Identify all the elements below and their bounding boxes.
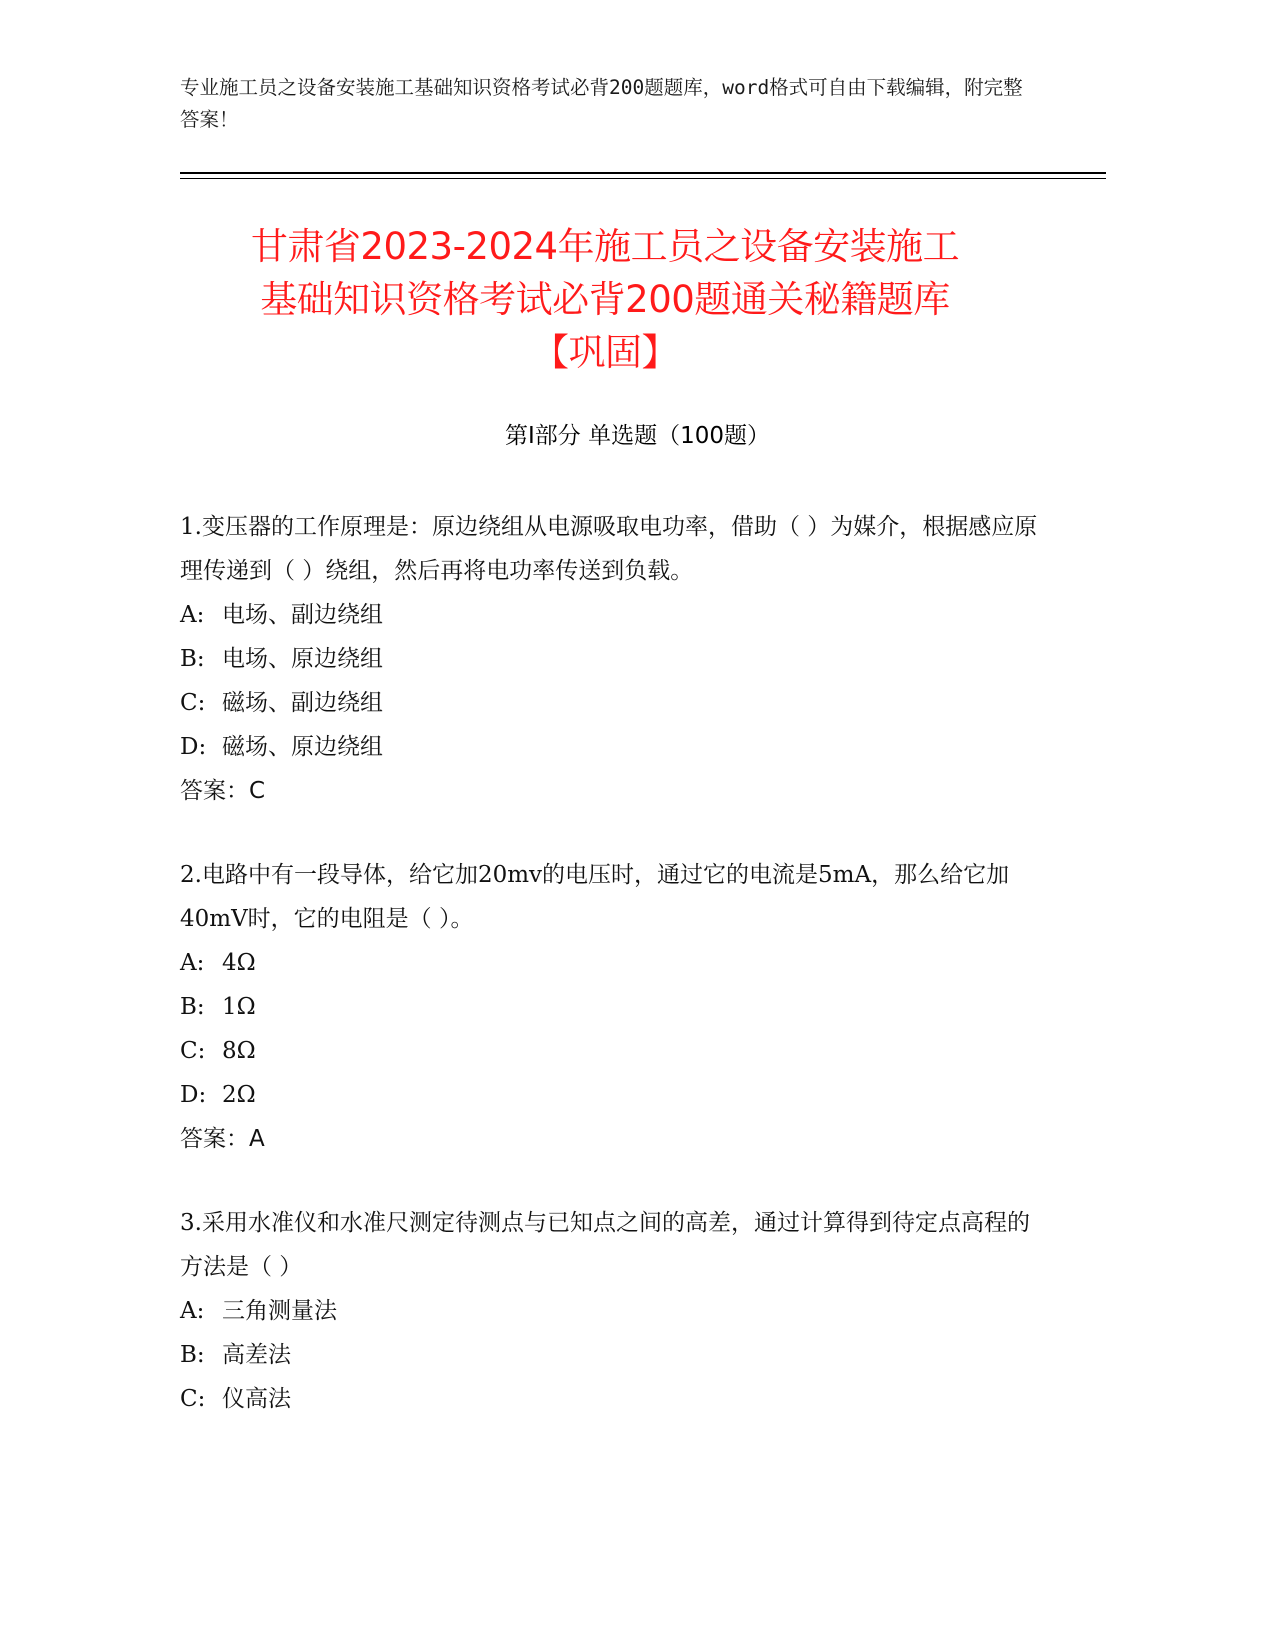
answer: 答案：C: [180, 778, 266, 804]
option-letter: B:: [180, 994, 205, 1020]
option-text: 磁场、副边绕组: [222, 690, 383, 716]
option-text: 高差法: [222, 1342, 291, 1368]
question-list: [180, 505, 1040, 1461]
option-letter: D:: [180, 1082, 207, 1108]
title-line: 基础知识资格考试必背200题通关秘籍题库: [260, 278, 950, 321]
option-d: [180, 1073, 1040, 1117]
option-letter: C:: [180, 1038, 206, 1064]
question-stem: 1.变压器的工作原理是：原边绕组从电源吸取电功率，借助（ ）为媒介，根据感应原理传递到（ ）绕组，然后再将电功率传送到负载。: [180, 514, 1038, 584]
option-text: 电场、副边绕组: [222, 602, 383, 628]
option-c: [180, 1029, 1040, 1073]
option-letter: A:: [180, 950, 205, 976]
option-letter: A:: [180, 602, 205, 628]
header-divider-thin: [180, 178, 1106, 179]
option-text: 三角测量法: [222, 1298, 337, 1324]
option-letter: B:: [180, 1342, 205, 1368]
option-text: 电场、原边绕组: [222, 646, 383, 672]
option-text: 8Ω: [222, 1038, 256, 1064]
option-text: 磁场、原边绕组: [222, 734, 383, 760]
title-line: 【巩固】: [532, 331, 678, 374]
header-note: 专业施工员之设备安装施工基础知识资格考试必背200题题库，word格式可自由下载编辑，附完整答案！: [180, 76, 1023, 131]
option-letter: B:: [180, 646, 205, 672]
option-b: [180, 637, 1040, 681]
answer: 答案：A: [180, 1126, 265, 1152]
option-text: 2Ω: [222, 1082, 256, 1108]
option-text: 1Ω: [222, 994, 256, 1020]
title-line: 甘肃省2023-2024年施工员之设备安装施工: [250, 225, 960, 268]
option-b: [180, 985, 1040, 1029]
option-d: [180, 725, 1040, 769]
option-text: 仪高法: [222, 1386, 291, 1412]
document-title: [170, 220, 1040, 379]
question-1: [180, 505, 1040, 813]
option-letter: C:: [180, 1386, 206, 1412]
question-3: [180, 1201, 1040, 1421]
option-b: [180, 1333, 1040, 1377]
option-a: [180, 941, 1040, 985]
section-title: 第Ⅰ部分 单选题（100题）: [505, 423, 770, 449]
option-a: [180, 593, 1040, 637]
question-stem: 3.采用水准仪和水准尺测定待测点与已知点之间的高差，通过计算得到待定点高程的方法是（ ）: [180, 1210, 1030, 1280]
option-c: [180, 681, 1040, 725]
header-divider-thick: [180, 172, 1106, 174]
option-a: [180, 1289, 1040, 1333]
question-stem: 2.电路中有一段导体，给它加20mv的电压时，通过它的电流是5mA，那么给它加40mV时，它的电阻是（ ）。: [180, 862, 1010, 932]
option-letter: D:: [180, 734, 207, 760]
question-2: [180, 853, 1040, 1161]
option-letter: A:: [180, 1298, 205, 1324]
option-c: [180, 1377, 1040, 1421]
option-letter: C:: [180, 690, 206, 716]
option-text: 4Ω: [222, 950, 256, 976]
